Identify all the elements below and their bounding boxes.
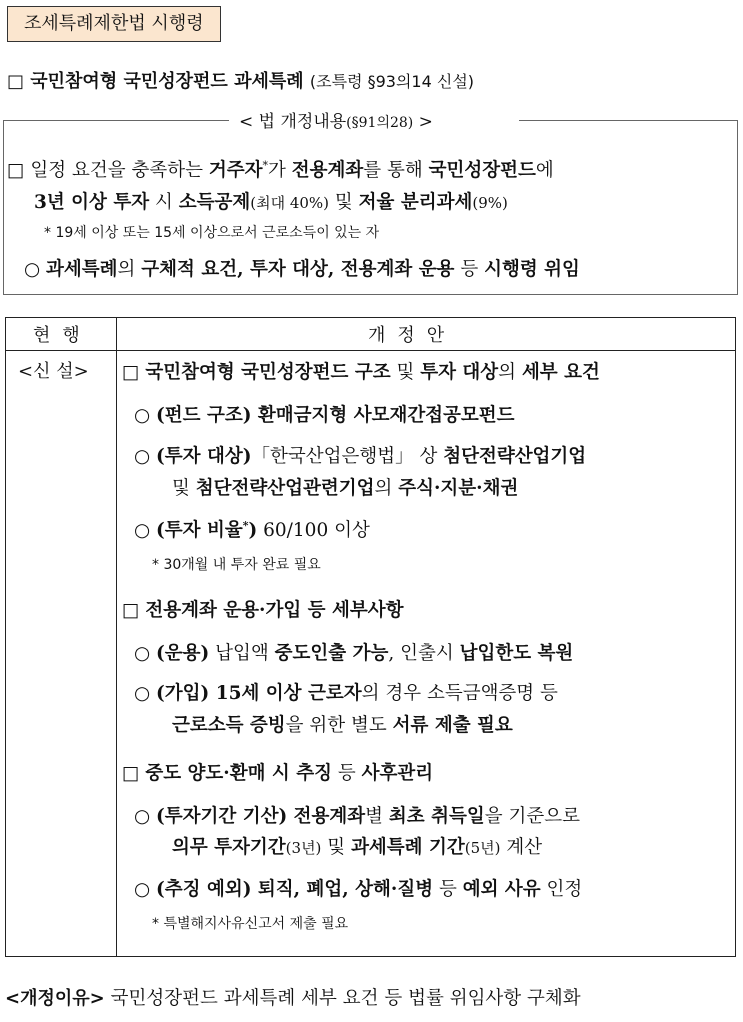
section-1-item-investment-target-cont: 및 첨단전략산업관련기업의 주식·지분·채권	[172, 478, 519, 499]
summary-line-2: 3년 이상 투자 시 소득공제(최대 40%) 및 저율 분리과세(9%)	[34, 192, 508, 213]
section-1-item-investment-ratio: ○ (투자 비율*) 60/100 이상	[134, 518, 370, 541]
section-2-heading: □ 전용계좌 운용·가입 등 세부사항	[122, 600, 404, 621]
section-1-footnote: * 30개월 내 투자 완료 필요	[152, 557, 321, 573]
summary-box-title: < 법 개정내용(§91의28) >	[239, 107, 433, 132]
section-3-heading: □ 중도 양도·환매 시 추징 등 사후관리	[122, 763, 434, 784]
revision-reason: <개정이유> 국민성장펀드 과세특례 세부 요건 등 법률 위임사항 구체화	[5, 988, 581, 1009]
amendment-table	[5, 317, 736, 957]
section-1-heading: □ 국민참여형 국민성장펀드 구조 및 투자 대상의 세부 요건	[122, 362, 600, 383]
summary-footnote: * 19세 이상 또는 15세 이상으로서 근로소득이 있는 자	[44, 225, 380, 241]
section-2-item-operation: ○ (운용) 납입액 중도인출 가능, 인출시 납입한도 복원	[134, 643, 574, 664]
section-3-item-exceptions: ○ (추징 예외) 퇴직, 폐업, 상해·질병 등 예외 사유 인정	[134, 879, 583, 900]
summary-line-1: □ 일정 요건을 충족하는 거주자*가 전용계좌를 통해 국민성장펀드에	[7, 158, 554, 181]
section-3-footnote: * 특별해지사유신고서 제출 필요	[152, 916, 349, 932]
current-status-new: <신 설>	[18, 361, 89, 382]
section-3-item-period-start-cont: 의무 투자기간(3년) 및 과세특례 기간(5년) 계산	[172, 837, 543, 858]
law-amendment-summary-box	[3, 112, 738, 295]
section-heading: □ 국민참여형 국민성장펀드 과세특례 (조특령 §93의14 신설)	[7, 71, 475, 92]
section-1-item-fund-structure: ○ (펀드 구조) 환매금지형 사모재간접공모펀드	[134, 405, 515, 426]
section-2-item-enrollment-cont: 근로소득 증빙을 위한 별도 서류 제출 필요	[172, 715, 513, 736]
column-header-revision: 개정안	[368, 325, 457, 346]
section-2-item-enrollment: ○ (가입) 15세 이상 근로자의 경우 소득금액증명 등	[134, 683, 558, 704]
law-name-tag: 조세특례제한법 시행령	[7, 6, 221, 42]
section-1-item-investment-target: ○ (투자 대상)「한국산업은행법」 상 첨단전략산업기업	[134, 446, 587, 467]
column-header-current: 현행	[33, 325, 92, 346]
summary-line-3: ○ 과세특례의 구체적 요건, 투자 대상, 전용계좌 운용 등 시행령 위임	[24, 259, 580, 280]
section-3-item-period-start: ○ (투자기간 기산) 전용계좌별 최초 취득일을 기준으로	[134, 806, 580, 827]
